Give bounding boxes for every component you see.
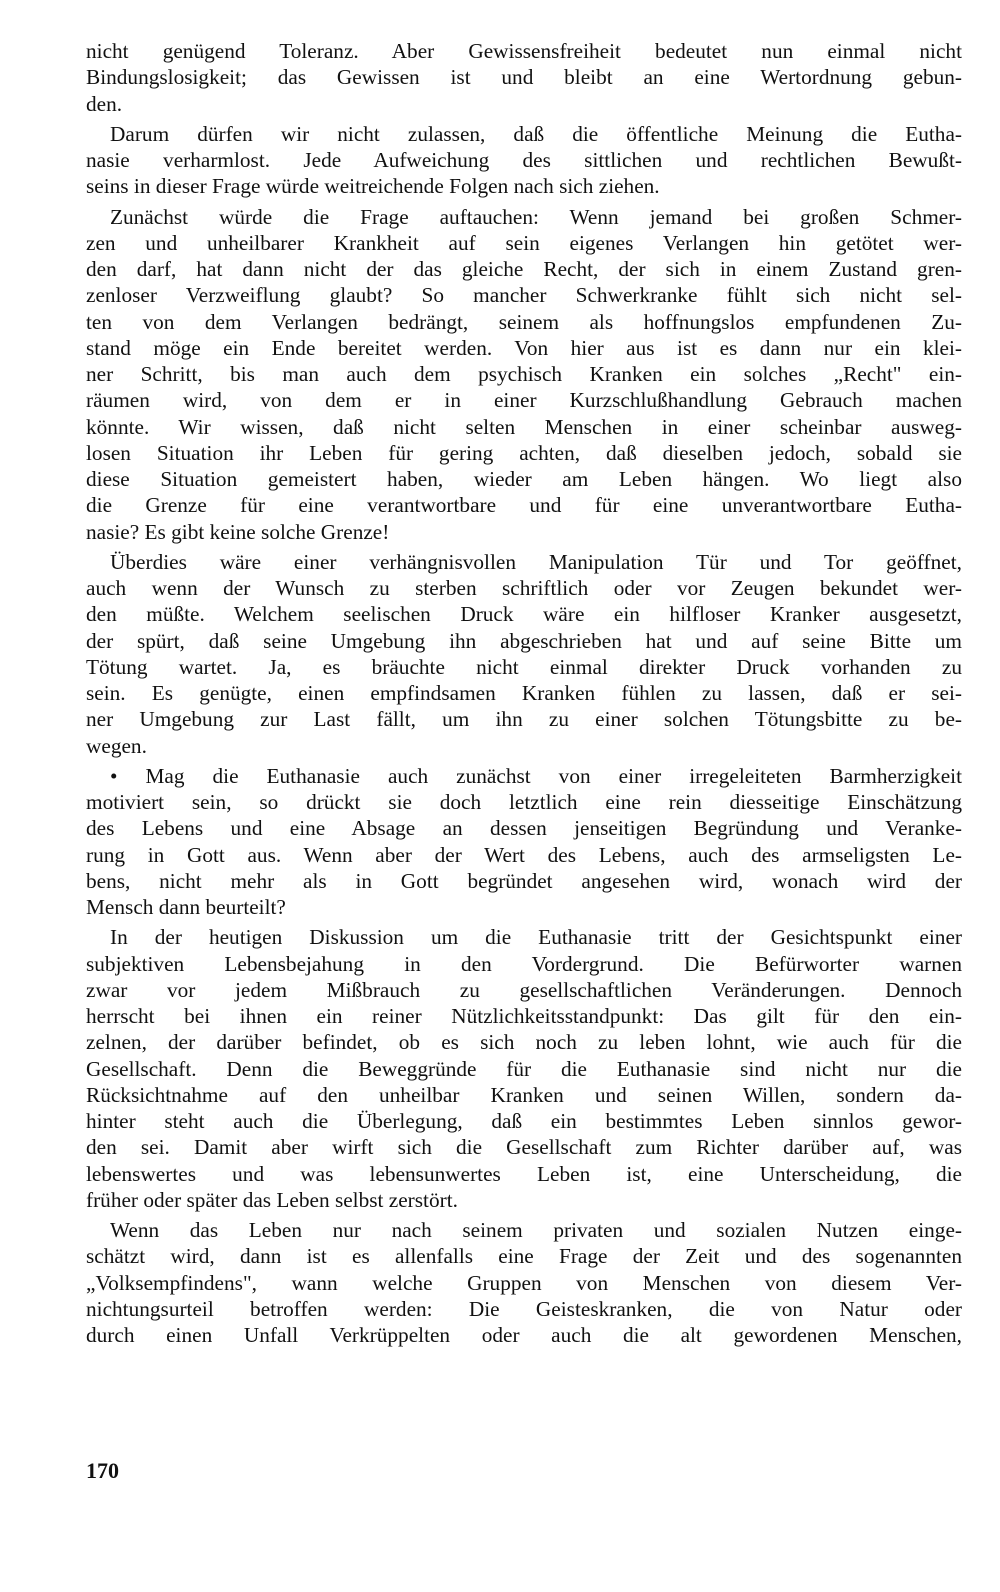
text-line: Wenn das Leben nur nach seinem privaten und sozialen Nutzen einge- bbox=[110, 1218, 962, 1242]
text-line: stand möge ein Ende bereitet werden. Von hier aus ist es dann nur ein klei- bbox=[86, 335, 962, 360]
text-line: Darum dürfen wir nicht zulassen, daß die öffentliche Meinung die Eutha- bbox=[110, 121, 962, 146]
text-line: seins in dieser Frage würde weitreichende Folgen nach sich ziehen. bbox=[86, 174, 660, 199]
text-line: könnte. Wir wissen, daß nicht selten Menschen in einer scheinbar ausweg- bbox=[86, 414, 962, 439]
text-line: auch wenn der Wunsch zu sterben schriftlich oder vor Zeugen bekundet wer- bbox=[86, 576, 962, 600]
text-line: In der heutigen Diskussion um die Euthanasie tritt der Gesichtspunkt einer bbox=[110, 925, 962, 950]
text-line: die Grenze für eine verantwortbare und für eine unverantwortbare Eutha- bbox=[86, 493, 962, 518]
text-line: der spürt, daß seine Umgebung ihn abgeschrieben hat und auf seine Bitte um bbox=[86, 628, 962, 653]
text-line: subjektiven Lebensbejahung in den Vordergrund. Die Befürworter warnen bbox=[86, 951, 962, 976]
text-line: zelnen, der darüber befindet, ob es sich noch zu leben lohnt, wie auch für die bbox=[86, 1030, 962, 1055]
text-line: lebenswertes und was lebensunwertes Leben ist, eine Unterscheidung, die bbox=[86, 1161, 962, 1186]
text-line: räumen wird, von dem er in einer Kurzschlußhandlung Gebrauch machen bbox=[86, 388, 962, 413]
text-line: ner Umgebung zur Last fällt, um ihn zu einer solchen Tötungsbitte zu be- bbox=[86, 707, 962, 732]
text-line: sein. Es genügte, einen empfindsamen Kranken fühlen zu lassen, daß er sei- bbox=[86, 681, 962, 705]
text-line: losen Situation ihr Leben für gering achten, daß dieselben jedoch, sobald sie bbox=[86, 440, 962, 465]
page-number: 170 bbox=[86, 1458, 119, 1483]
text-line: durch einen Unfall Verkrüppelten oder auch die alt gewordenen Menschen, bbox=[86, 1323, 962, 1347]
text-line: herrscht bei ihnen ein reiner Nützlichkeitsstandpunkt: Das gilt für den ein- bbox=[86, 1004, 962, 1028]
text-line: ten von dem Verlangen bedrängt, seinem als hoffnungslos empfundenen Zu- bbox=[86, 309, 962, 334]
paragraph bbox=[86, 1217, 962, 1348]
text-line: Gesellschaft. Denn die Beweggründe für die Euthanasie sind nicht nur die bbox=[86, 1056, 962, 1081]
paragraph bbox=[86, 121, 962, 200]
text-line: nicht genügend Toleranz. Aber Gewissensfreiheit bedeutet nun einmal nicht bbox=[86, 39, 962, 63]
text-line: diese Situation gemeistert haben, wieder am Leben hängen. Wo liegt also bbox=[86, 467, 962, 491]
paragraph bbox=[86, 204, 962, 545]
text-line: Mensch dann beurteilt? bbox=[86, 895, 286, 919]
text-line: hinter steht auch die Überlegung, daß ein bestimmtes Leben sinnlos gewor- bbox=[86, 1109, 962, 1133]
text-line: motiviert sein, so drückt sie doch letztlich eine rein diesseitige Einschätzung bbox=[86, 790, 962, 814]
text-line: Überdies wäre einer verhängnisvollen Manipulation Tür und Tor geöffnet, bbox=[110, 549, 962, 574]
page-body bbox=[86, 38, 962, 1348]
text-line: Rücksichtnahme auf den unheilbar Kranken und seinen Willen, sondern da- bbox=[86, 1082, 962, 1107]
text-line: den darf, hat dann nicht der das gleiche Recht, der sich in einem Zustand gren- bbox=[86, 257, 962, 281]
text-line: Zunächst würde die Frage auftauchen: Wenn jemand bei großen Schmer- bbox=[110, 204, 962, 229]
text-line: nasie verharmlost. Jede Aufweichung des sittlichen und rechtlichen Bewußt- bbox=[86, 148, 962, 172]
text-line: ner Schritt, bis man auch dem psychisch Kranken ein solches „Recht" ein- bbox=[86, 362, 962, 386]
text-line: des Lebens und eine Absage an dessen jenseitigen Begründung und Veranke- bbox=[86, 816, 962, 841]
text-line: • Mag die Euthanasie auch zunächst von einer irregeleiteten Barmherzigkeit bbox=[110, 763, 962, 788]
text-line: „Volksempfindens", wann welche Gruppen von Menschen von diesem Ver- bbox=[86, 1270, 962, 1295]
text-line: den müßte. Welchem seelischen Druck wäre ein hilfloser Kranker ausgesetzt, bbox=[86, 602, 962, 627]
text-line: Tötung wartet. Ja, es bräuchte nicht einmal direkter Druck vorhanden zu bbox=[86, 654, 962, 679]
text-line: den. bbox=[86, 91, 123, 116]
text-line: rung in Gott aus. Wenn aber der Wert des Lebens, auch des armseligsten Le- bbox=[86, 842, 962, 867]
text-line: schätzt wird, dann ist es allenfalls eine Frage der Zeit und des sogenannten bbox=[86, 1244, 962, 1269]
text-line: zen und unheilbarer Krankheit auf sein eigenes Verlangen hin getötet wer- bbox=[86, 230, 962, 255]
text-line: zenloser Verzweiflung glaubt? So mancher Schwerkranke fühlt sich nicht sel- bbox=[86, 283, 962, 308]
text-line: bens, nicht mehr als in Gott begründet angesehen wird, wonach wird der bbox=[86, 868, 962, 893]
text-line: zwar vor jedem Mißbrauch zu gesellschaftlichen Veränderungen. Dennoch bbox=[86, 977, 962, 1002]
text-line: nichtungsurteil betroffen werden: Die Geisteskranken, die von Natur oder bbox=[86, 1296, 962, 1321]
text-line: den sei. Damit aber wirft sich die Gesellschaft zum Richter darüber auf, was bbox=[86, 1135, 962, 1160]
paragraph bbox=[86, 549, 962, 759]
paragraph bbox=[86, 924, 962, 1213]
paragraph bbox=[86, 38, 962, 117]
text-line: nasie? Es gibt keine solche Grenze! bbox=[86, 519, 390, 544]
text-line: früher oder später das Leben selbst zerstört. bbox=[86, 1187, 458, 1212]
text-line: wegen. bbox=[86, 733, 147, 758]
text-line: Bindungslosigkeit; das Gewissen ist und bleibt an eine Wertordnung gebun- bbox=[86, 65, 962, 90]
paragraph bbox=[86, 763, 962, 921]
